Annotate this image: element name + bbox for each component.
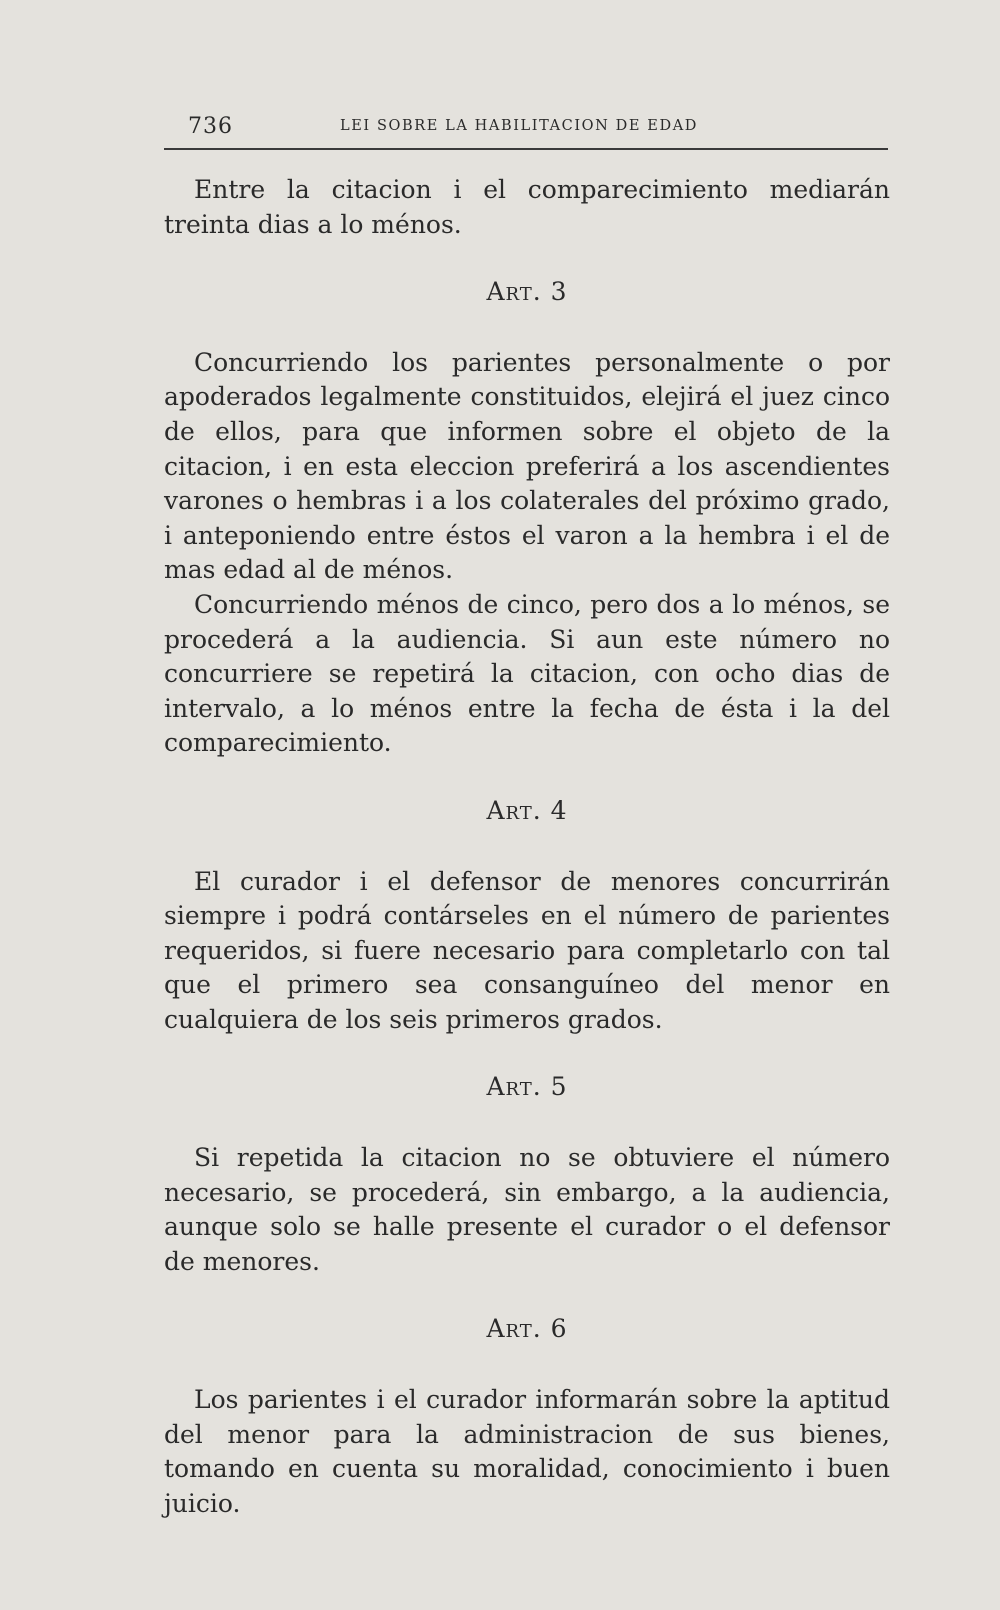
article-heading-4 bbox=[164, 794, 890, 829]
article-label: Art. bbox=[486, 1072, 542, 1102]
intro-paragraph: Entre la citacion i el comparecimiento mediarán treinta dias a lo ménos. bbox=[164, 175, 890, 239]
article-number: 3 bbox=[550, 277, 568, 307]
article-heading-5 bbox=[164, 1070, 890, 1105]
article-number: 6 bbox=[550, 1314, 568, 1344]
page-body bbox=[164, 173, 890, 1521]
article-label: Art. bbox=[486, 277, 542, 307]
running-title: LEI SOBRE LA HABILITACION DE EDAD bbox=[340, 118, 698, 134]
article-label: Art. bbox=[486, 795, 542, 825]
article-label: Art. bbox=[486, 1314, 542, 1344]
page-header bbox=[164, 108, 888, 148]
page-number: 736 bbox=[188, 114, 233, 139]
header-rule bbox=[164, 148, 888, 150]
article-4-paragraph-1: El curador i el defensor de menores concurrirán siempre i podrá contárseles en el número de parientes requeridos, si fuere necesario para completarlo con tal que el primero sea consanguíneo del menor en cualquiera de los seis primeros grados. bbox=[164, 866, 890, 1034]
article-number: 4 bbox=[550, 795, 568, 825]
article-number: 5 bbox=[550, 1072, 568, 1102]
article-3-paragraph-1: Concurriendo los parientes personalmente o por apoderados legalmente constituidos, elejirá el juez cinco de ellos, para que informen sobre el objeto de la citacion, i en esta eleccion preferirá a los ascendientes varones o hembras i a los colaterales del próximo grado, i anteponiendo entre éstos el varon a la hembra i el de mas edad al de ménos. bbox=[164, 347, 890, 585]
article-heading-6 bbox=[164, 1312, 890, 1347]
article-heading-3 bbox=[164, 275, 890, 310]
article-5-paragraph-1: Si repetida la citacion no se obtuviere el número necesario, se procederá, sin embargo, a la audiencia, aunque solo se halle presente el curador o el defensor de menores. bbox=[164, 1143, 890, 1276]
article-6-paragraph-1: Los parientes i el curador informarán sobre la aptitud del menor para la administracion de sus bienes, tomando en cuenta su moralidad, conocimiento i buen juicio. bbox=[164, 1385, 890, 1518]
article-3-paragraph-2: Concurriendo ménos de cinco, pero dos a lo ménos, se procederá a la audiencia. Si aun este número no concurriere se repetirá la citacion, con ocho dias de intervalo, a lo ménos entre la fecha de ésta i la del comparecimiento. bbox=[164, 589, 890, 758]
